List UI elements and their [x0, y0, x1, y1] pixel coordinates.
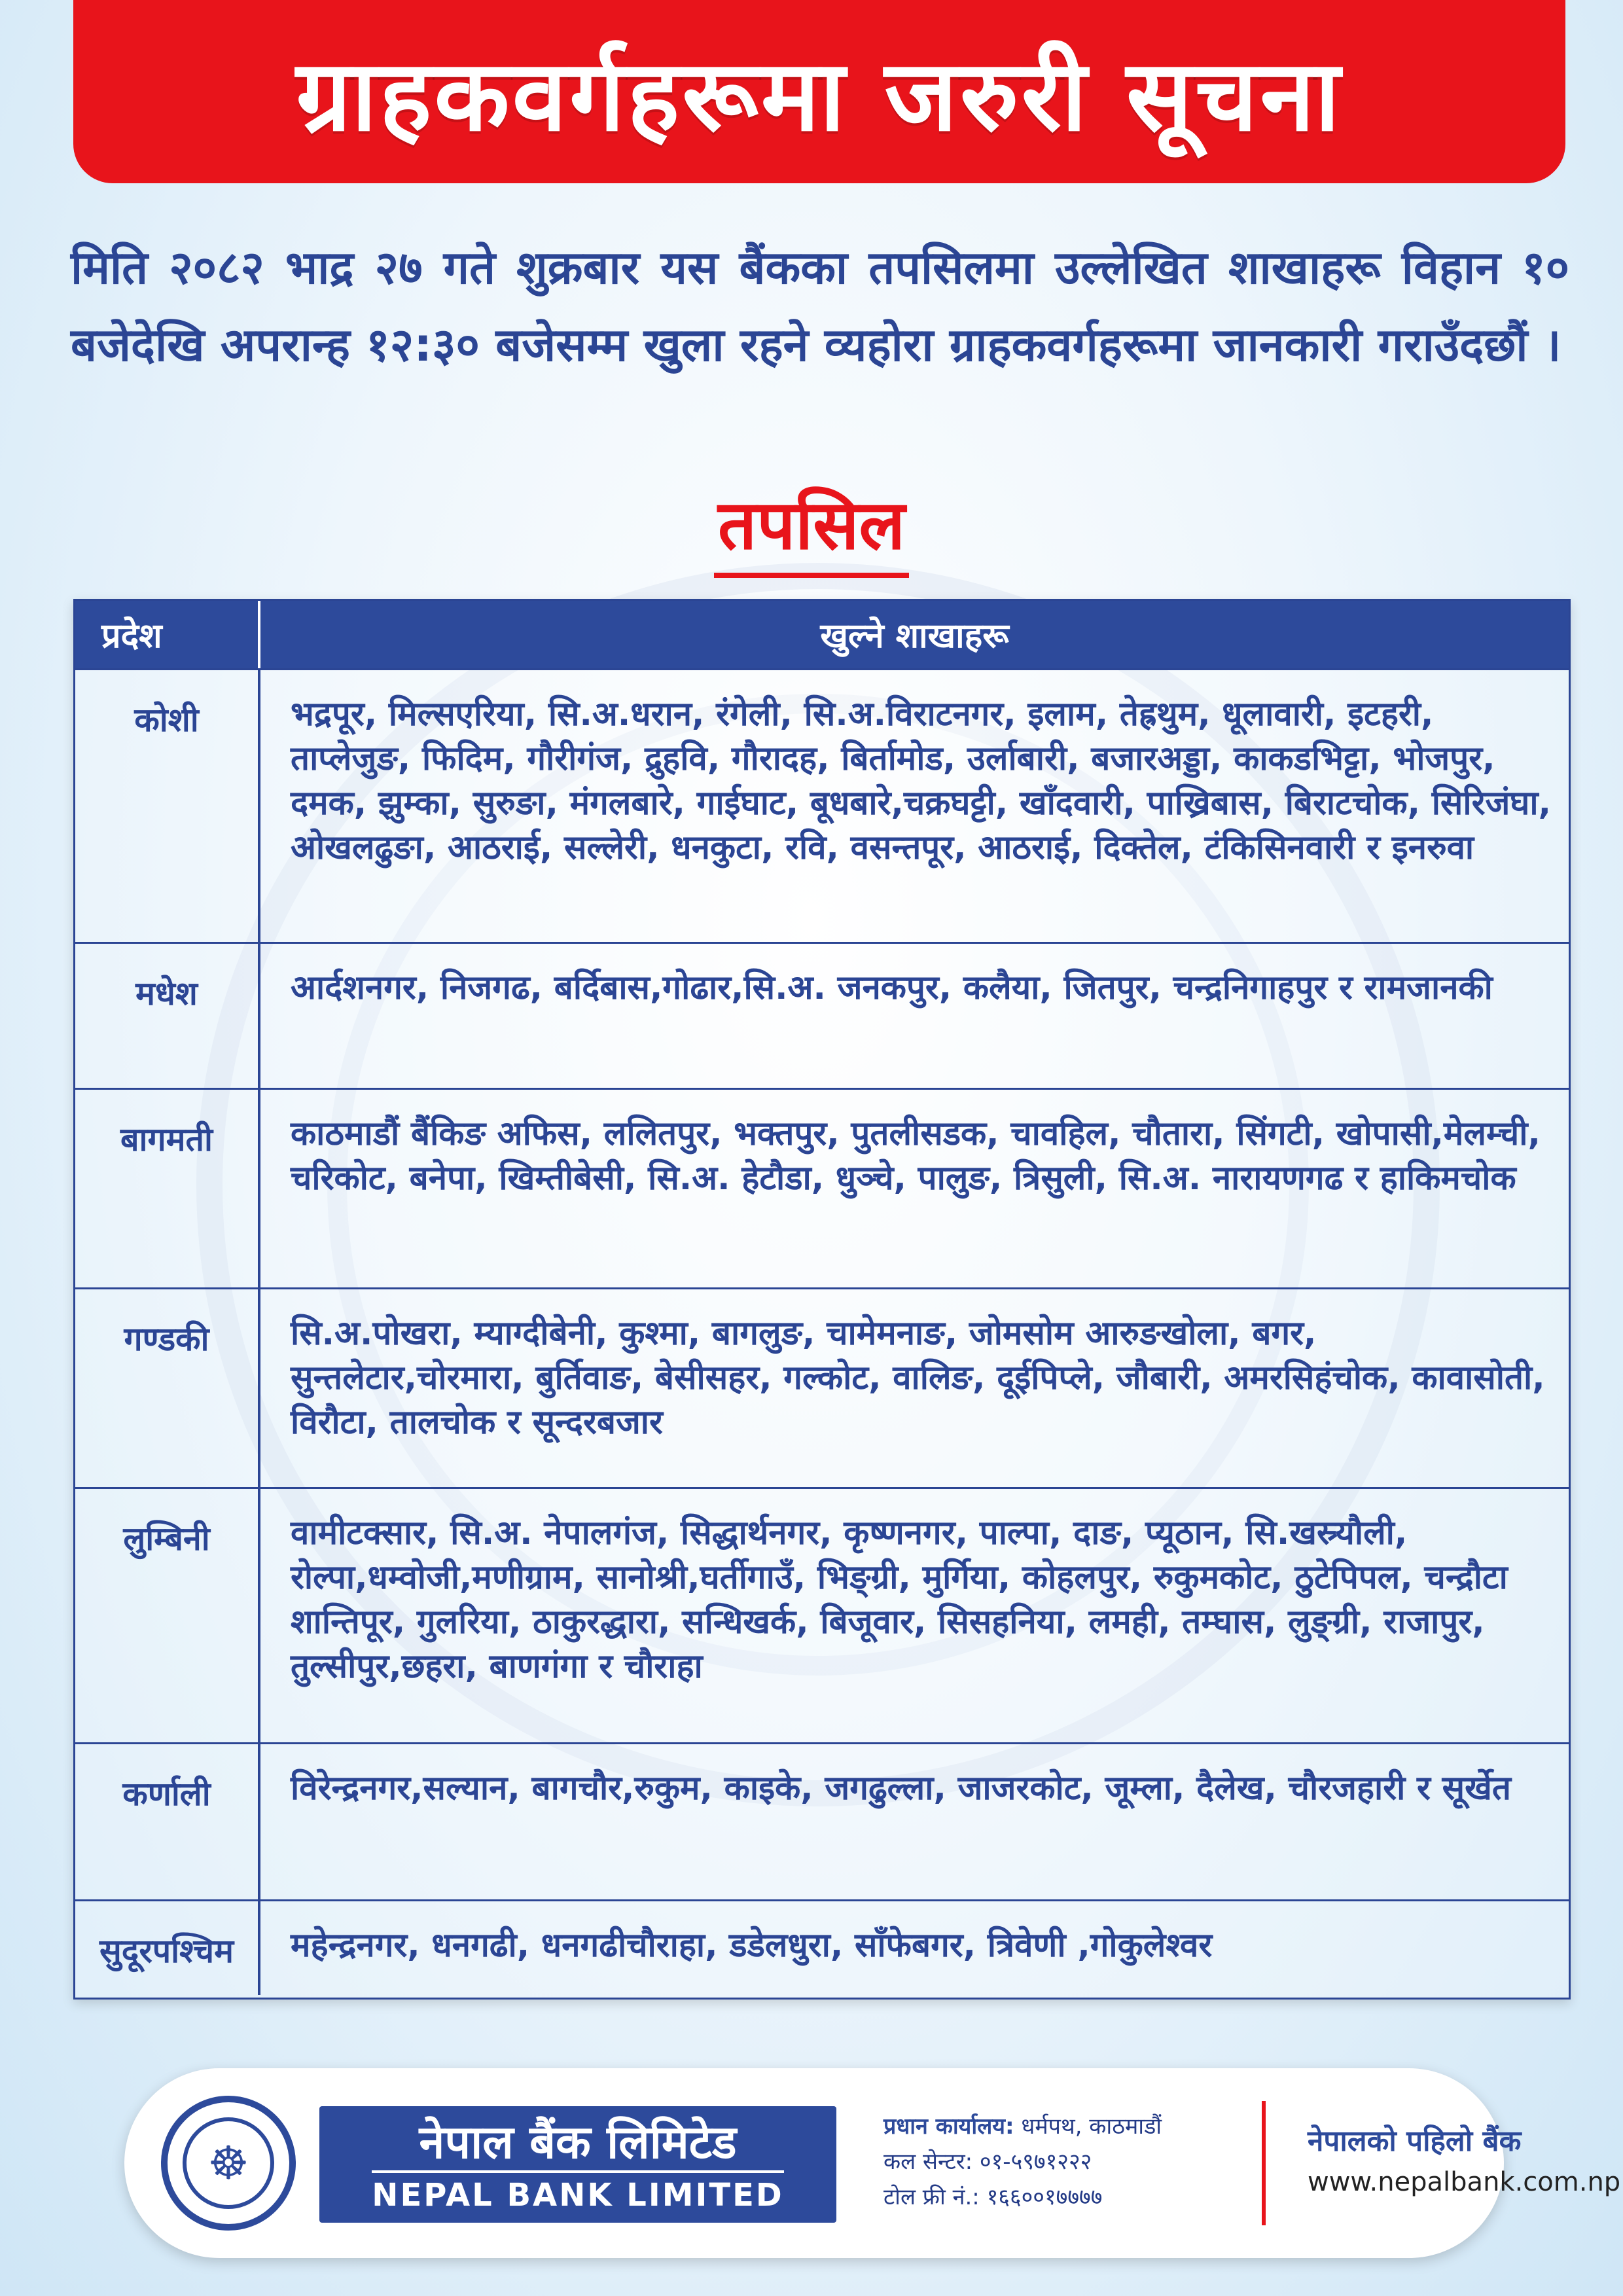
toll-free: टोल फ्री नं.: १६६००१७७७७ [883, 2184, 1103, 2210]
footer-right [1308, 2121, 1621, 2202]
table-row [75, 1742, 1569, 1899]
branches-cell: महेन्द्रनगर, धनगढी, धनगढीचौराहा, डडेलधुरा, साँफेबगर, त्रिवेणी ,गोकुलेश्वर [291, 1926, 1213, 1965]
table-row [75, 1899, 1569, 1995]
seal-emblem: ☸ [183, 2117, 274, 2209]
branches-cell: सि.अ.पोखरा, म्याग्दीबेनी, कुश्मा, बागलुङ, चामेमनाङ, जोमसोम आरुङखोला, बगर, सुन्तलेटार,चोरमारा, बुर्तिवाङ, बेसीसहर, गल्कोट, वालिङ, दूईपिप्ले, जौबारी, अमरसिहंचोक, कावासोती, विरौटा, तालचोक र सून्दरबजार [291, 1314, 1545, 1442]
head-office-label: प्रधान कार्यालय: [883, 2113, 1014, 2140]
brand-logo [319, 2106, 836, 2223]
province-cell: सुदूरपश्चिम [75, 1901, 260, 1995]
brand-name-nepali: नेपाल बैंक लिमिटेड [419, 2115, 737, 2169]
contact-info [883, 2109, 1224, 2215]
footer-card [124, 2068, 1621, 2258]
brand-name-english: NEPAL BANK LIMITED [372, 2170, 783, 2215]
header-branches: खुल्ने शाखाहरू [820, 617, 1009, 656]
province-cell: कोशी [75, 670, 260, 942]
table-row [75, 1487, 1569, 1742]
bank-seal-icon [161, 2096, 296, 2231]
branches-cell: भद्रपूर, मिल्सएरिया, सि.अ.धरान, रंगेली, सि.अ.विराटनगर, इलाम, तेह्रथुम, धूलावारी, इटहरी, ताप्लेजुङ, फिदिम, गौरीगंज, द्रुहवि, गौरादह, बिर्तामोड, उर्लाबारी, बजारअड्डा, काकडभिट्टा, भोजपुर, दमक, झुम्का, सुरुङा, मंगलबारे, गाईघाट, बूधबारे,चक्रघट्टी, खाँदवारी, पाख्रिबास, बिराटचोक, सिरिजंघा, ओखलढुङा, आठराई, सल्लेरी, धनकुटा, रवि, वसन्तपूर, आठराई, दिक्तेल, टंकिसिनवारी र इनरुवा [291, 695, 1552, 867]
table-row [75, 668, 1569, 942]
tagline: नेपालको पहिलो बैंक [1308, 2125, 1522, 2158]
table-row [75, 1088, 1569, 1287]
table-row [75, 942, 1569, 1088]
province-cell: बागमती [75, 1090, 260, 1287]
section-heading: तपसिल [714, 476, 909, 578]
head-office-value: धर्मपथ, काठमाडौं [1021, 2113, 1162, 2140]
table-header [75, 601, 1569, 668]
province-cell: गण्डकी [75, 1289, 260, 1487]
header-province: प्रदेश [75, 601, 260, 668]
branches-table [73, 599, 1571, 2000]
footer-divider [1262, 2101, 1266, 2225]
province-cell: कर्णाली [75, 1744, 260, 1899]
intro-paragraph: मिति २०८२ भाद्र २७ गते शुक्रबार यस बैंकका तपसिलमा उल्लेखित शाखाहरू विहान १० बजेदेखि अपरान्ह १२:३० बजेसम्म खुला रहने व्यहोरा ग्राहकवर्गहरूमा जानकारी गराउँदछौं । [71, 241, 1569, 372]
branches-cell: विरेन्द्रनगर,सल्यान, बागचौर,रुकुम, काइके, जगढुल्ला, जाजरकोट, जूम्ला, दैलेख, चौरजहारी र सूर्खेत [291, 1769, 1511, 1808]
branches-cell: आर्दशनगर, निजगढ, बर्दिबास,गोढार,सि.अ. जनकपुर, कलैया, जितपुर, चन्द्रनिगाहपुर र रामजानकी [291, 969, 1493, 1007]
section-heading-wrapper [0, 476, 1623, 578]
call-center: कल सेन्टर: ०१-५९७१२२२ [883, 2149, 1092, 2175]
head-office-line [883, 2109, 1224, 2144]
website-link[interactable]: www.nepalbank.com.np [1308, 2167, 1621, 2197]
table-row [75, 1287, 1569, 1487]
banner-title: ग्राहकवर्गहरूमा जरुरी सूचना [296, 39, 1343, 153]
province-cell: मधेश [75, 944, 260, 1088]
header-banner [73, 0, 1565, 183]
branches-cell: वामीटक्सार, सि.अ. नेपालगंज, सिद्धार्थनगर, कृष्णनगर, पाल्पा, दाङ, प्यूठान, सि.खस्र्यौली, रोल्पा,धम्वोजी,मणीग्राम, सानोश्री,घर्तीगाउँ, भिङ्ग्री, मुर्गिया, कोहलपुर, रुकुमकोट, ठुटेपिपल, चन्द्रौटा शान्तिपूर, गुलरिया, ठाकुरद्धारा, सन्धिखर्क, बिजूवार, सिसहनिया, लमही, तम्घास, लुङ्ग्री, राजापुर, तुल्सीपुर,छहरा, बाणगंगा र चौराहा [291, 1514, 1508, 1686]
branches-cell: काठमाडौं बैंकिङ अफिस, ललितपुर, भक्तपुर, पुतलीसडक, चावहिल, चौतारा, सिंगटी, खोपासी,मेलम्ची, चरिकोट, बनेपा, खिम्तीबेसी, सि.अ. हेटौडा, धुञ्चे, पालुङ, त्रिसुली, सि.अ. नारायणगढ र हाकिमचोक [291, 1115, 1541, 1198]
province-cell: लुम्बिनी [75, 1489, 260, 1742]
